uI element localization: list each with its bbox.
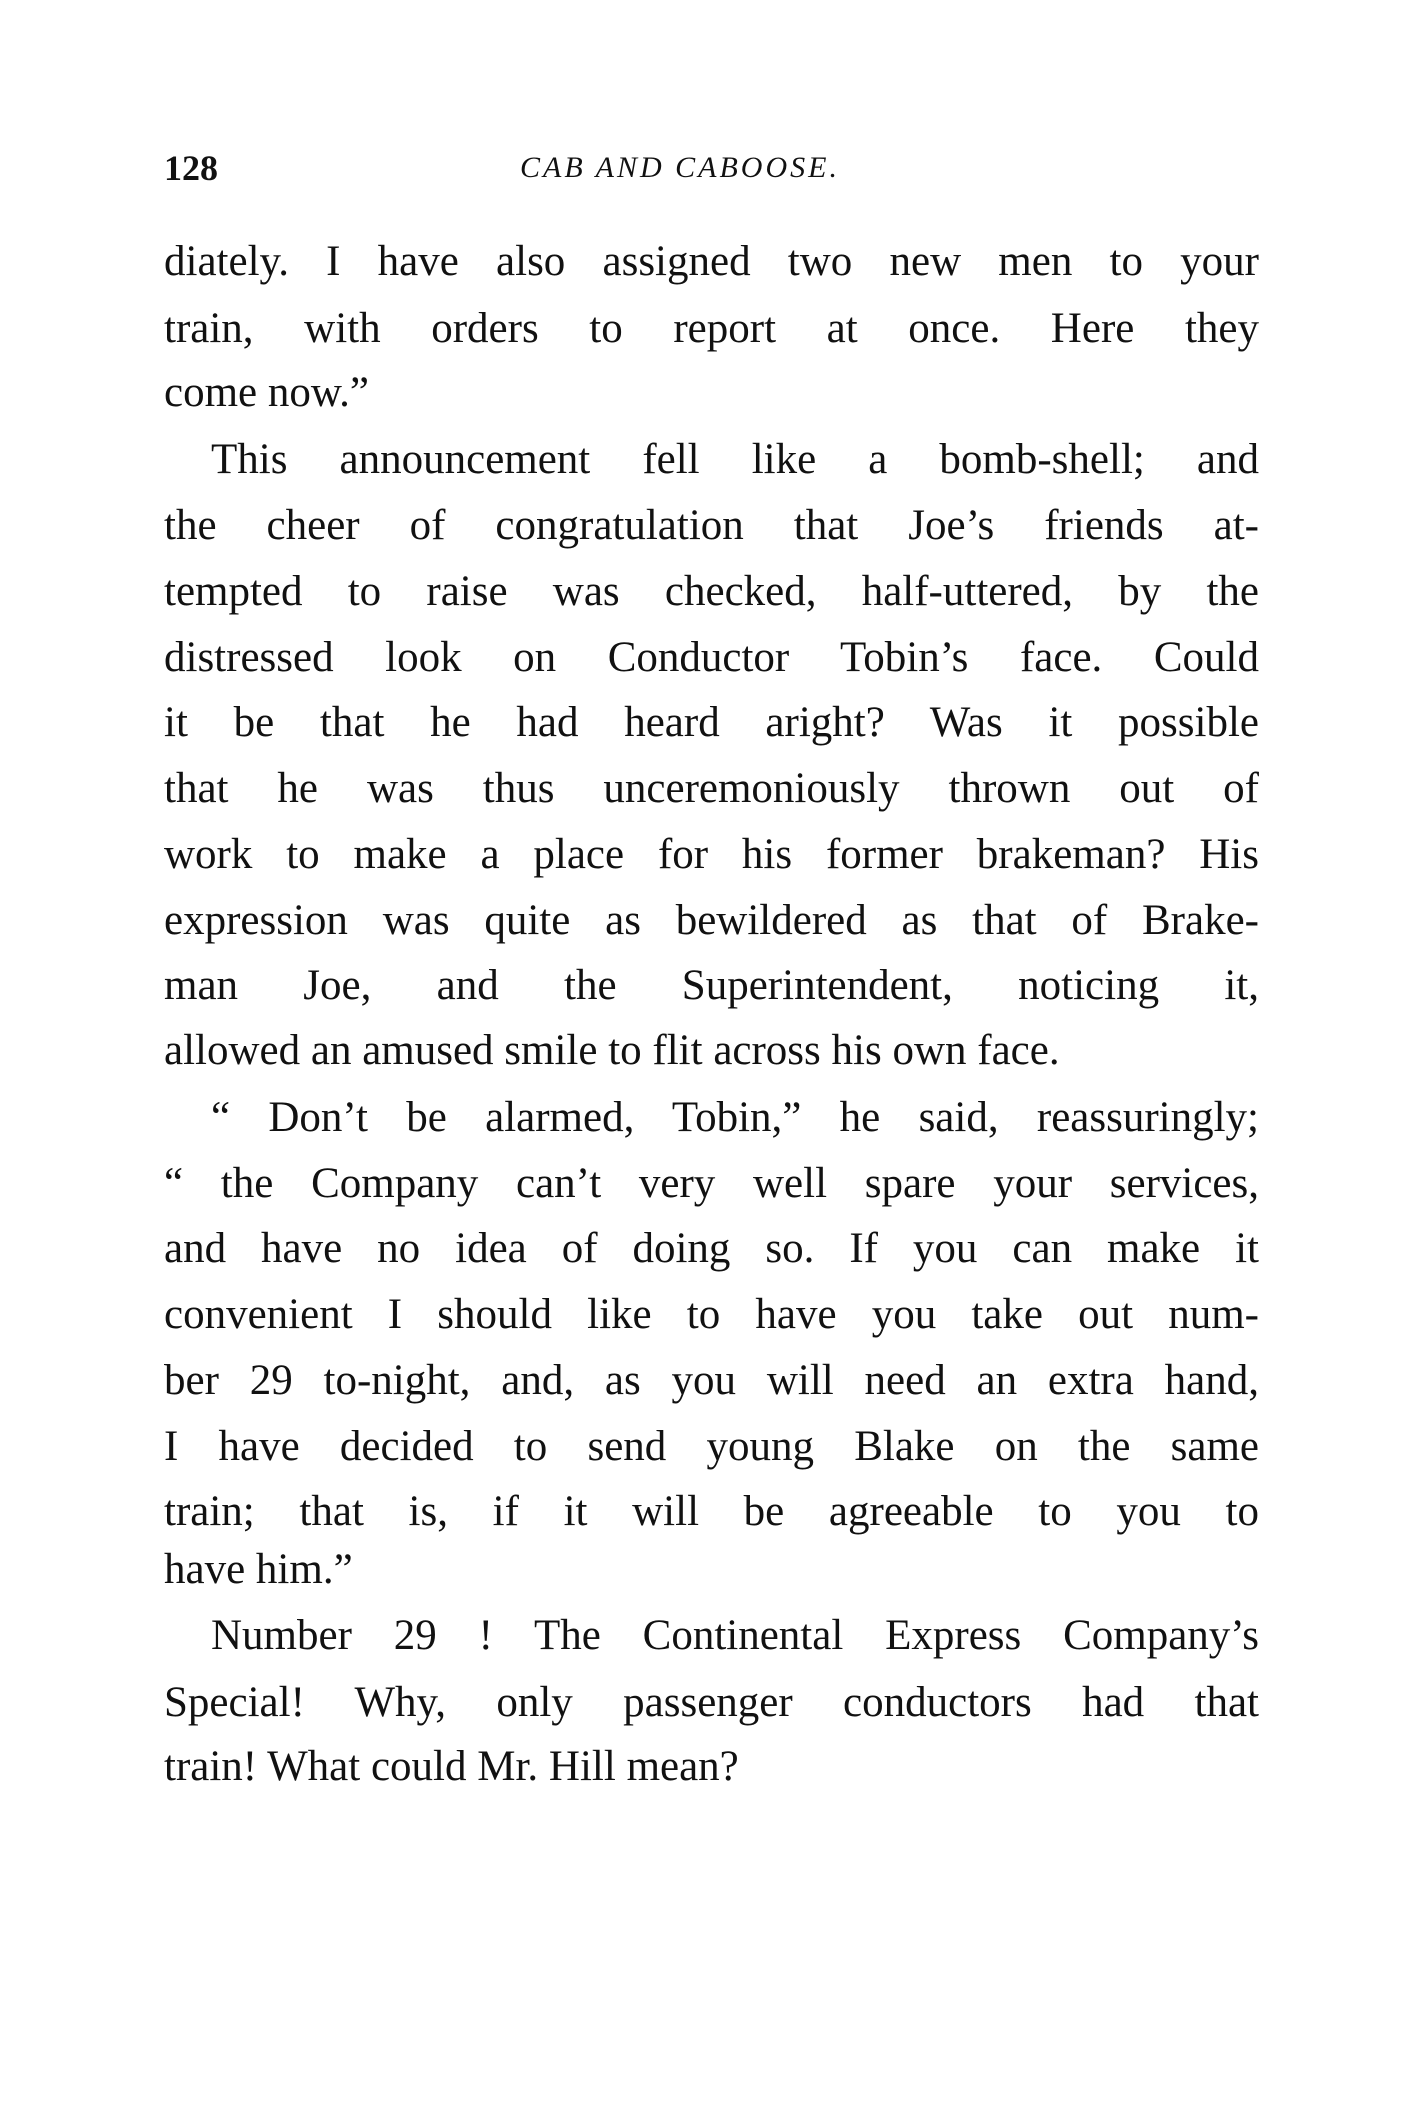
text-line: I have decided to send young Blake on the same xyxy=(164,1423,1259,1470)
text-line: convenient I should like to have you take out num- xyxy=(164,1291,1259,1338)
text-line: train, with orders to report at once. Here they xyxy=(164,305,1259,352)
text-line: “ the Company can’t very well spare your services, xyxy=(164,1160,1259,1207)
text-line: allowed an amused smile to flit across his own face. xyxy=(164,1027,1060,1074)
text-line: man Joe, and the Superintendent, noticing it, xyxy=(164,962,1259,1009)
text-line: ber 29 to-night, and, as you will need an extra hand, xyxy=(164,1357,1259,1404)
text-line: diately. I have also assigned two new men to your xyxy=(164,238,1259,285)
text-line: that he was thus unceremoniously thrown out of xyxy=(164,765,1259,812)
text-line: and have no idea of doing so. If you can make it xyxy=(164,1225,1259,1272)
page-number: 128 xyxy=(164,148,218,188)
text-line: This announcement fell like a bomb-shell; and xyxy=(211,436,1259,483)
text-line: distressed look on Conductor Tobin’s face. Could xyxy=(164,634,1259,681)
running-title: CAB AND CABOOSE. xyxy=(520,151,840,184)
text-line: Number 29 ! The Continental Express Company’s xyxy=(211,1612,1259,1659)
text-line: tempted to raise was checked, half-uttered, by the xyxy=(164,568,1259,615)
text-line: “ Don’t be alarmed, Tobin,” he said, reassuringly; xyxy=(211,1094,1259,1141)
text-line: expression was quite as bewildered as that of Brake- xyxy=(164,897,1259,944)
text-line: train; that is, if it will be agreeable to you to xyxy=(164,1488,1259,1535)
text-line: Special! Why, only passenger conductors had that xyxy=(164,1679,1259,1726)
text-line: come now.” xyxy=(164,369,369,416)
text-line: have him.” xyxy=(164,1546,353,1593)
text-line: train! What could Mr. Hill mean? xyxy=(164,1743,739,1790)
text-line: work to make a place for his former brakeman? His xyxy=(164,831,1259,878)
text-line: it be that he had heard aright? Was it possible xyxy=(164,699,1259,746)
text-line: the cheer of congratulation that Joe’s friends at- xyxy=(164,502,1259,549)
